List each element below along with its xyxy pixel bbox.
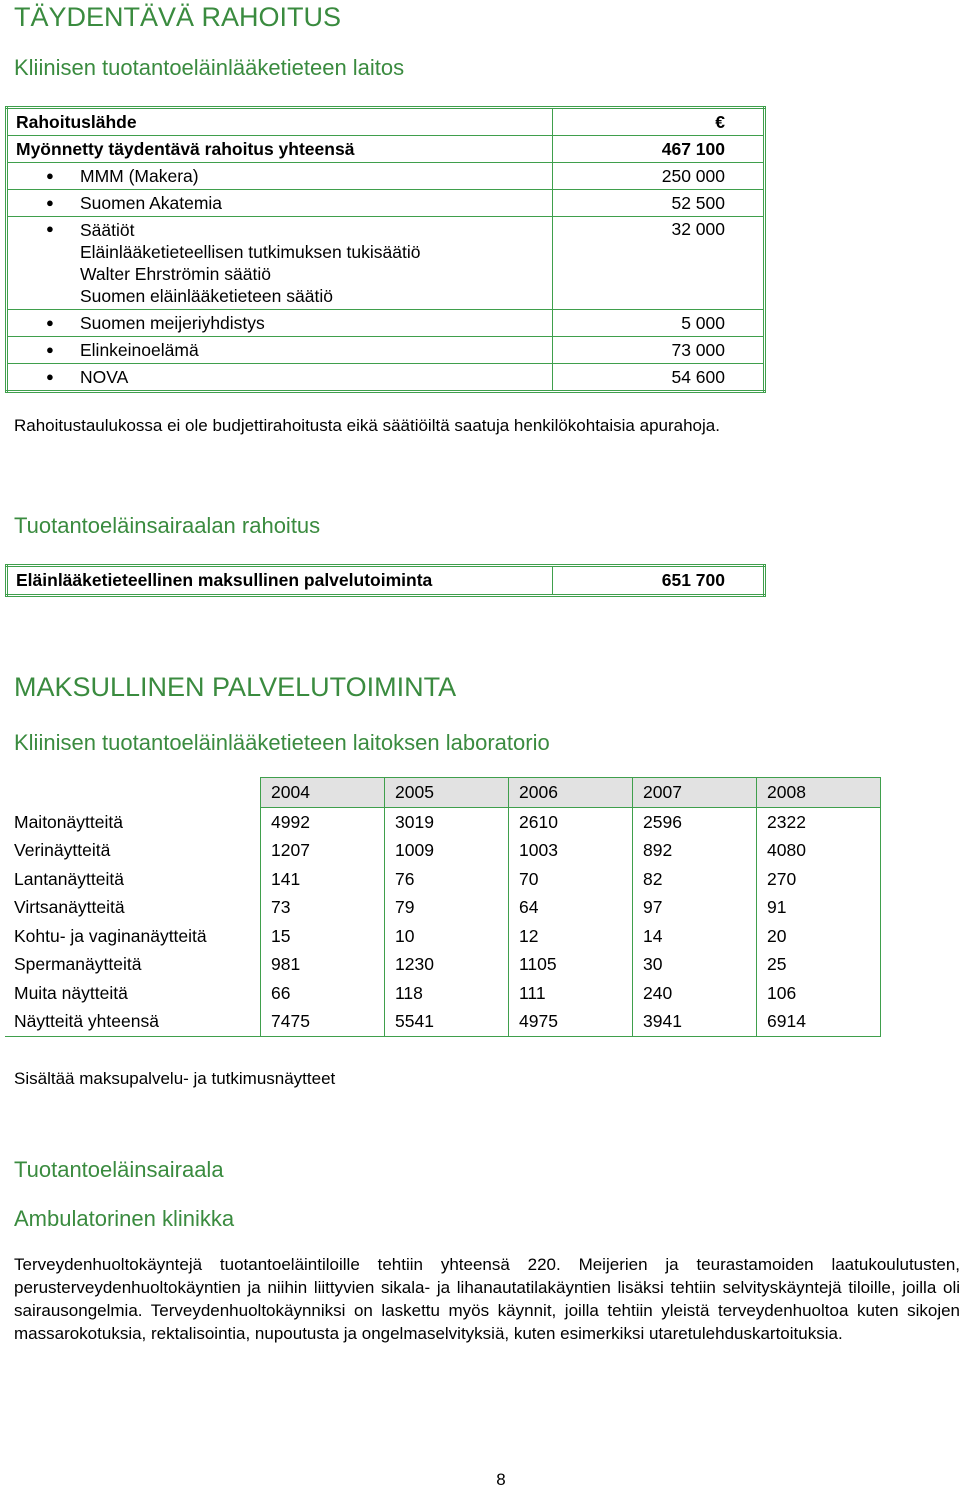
- row-label: Muita näytteitä: [5, 979, 261, 1008]
- table-cell: 30: [633, 951, 757, 980]
- section-heading-ambulatory: Ambulatorinen klinikka: [14, 1206, 235, 1231]
- bullet-icon: ●: [46, 368, 54, 384]
- funding-item-label: NOVA: [80, 366, 129, 387]
- table-cell: 1207: [261, 837, 385, 866]
- table-cell: 2322: [757, 808, 881, 837]
- table-cell: 25: [757, 951, 881, 980]
- funding-sub-item: Eläinlääketieteellisen tutkimuksen tukisäätiö: [80, 242, 421, 262]
- funding-table: [5, 106, 766, 393]
- page-number: 8: [496, 1470, 506, 1489]
- row-label: Kohtu- ja vaginanäytteitä: [5, 922, 261, 951]
- table-cell: 97: [633, 894, 757, 923]
- table-cell: 1003: [509, 837, 633, 866]
- table-row: [5, 808, 881, 837]
- funding-item-row: [7, 310, 765, 337]
- row-label: Spermanäytteitä: [5, 951, 261, 980]
- year-header: 2004: [261, 778, 385, 808]
- table-cell: 10: [385, 922, 509, 951]
- row-label: Verinäytteitä: [5, 837, 261, 866]
- table-row: [5, 979, 881, 1008]
- table-cell: 15: [261, 922, 385, 951]
- table-row: [5, 951, 881, 980]
- table-cell: 3019: [385, 808, 509, 837]
- bullet-icon: ●: [46, 194, 54, 210]
- funding-item-value: 5 000: [553, 310, 765, 337]
- table-row: [5, 837, 881, 866]
- table-cell: 66: [261, 979, 385, 1008]
- bullet-icon: ●: [46, 167, 54, 183]
- table-cell: 12: [509, 922, 633, 951]
- year-header: 2006: [509, 778, 633, 808]
- table-cell: 5541: [385, 1008, 509, 1037]
- funding-note: Rahoitustaulukossa ei ole budjettirahoitusta eikä säätiöiltä saatuja henkilökohtaisia apurahoja.: [14, 416, 720, 435]
- table-cell: 2610: [509, 808, 633, 837]
- table-cell: 4975: [509, 1008, 633, 1037]
- funding-item-row: [7, 190, 765, 217]
- table-cell: 6914: [757, 1008, 881, 1037]
- funding-item-row: [7, 217, 765, 310]
- bullet-icon: ●: [46, 341, 54, 357]
- table-cell: 76: [385, 865, 509, 894]
- funding-item-label: Säätiöt: [80, 220, 135, 240]
- funding-item-label: Suomen meijeriyhdistys: [80, 312, 265, 333]
- table-cell: 73: [261, 894, 385, 923]
- table-cell: 892: [633, 837, 757, 866]
- row-label: Maitonäytteitä: [5, 808, 261, 837]
- table-cell: 106: [757, 979, 881, 1008]
- section-heading-lab: Kliinisen tuotantoeläinlääketieteen laitoksen laboratorio: [14, 730, 550, 755]
- section-heading-hospital-funding: Tuotantoeläinsairaalan rahoitus: [14, 513, 321, 538]
- table-cell: 70: [509, 865, 633, 894]
- table-cell: 20: [757, 922, 881, 951]
- samples-note: Sisältää maksupalvelu- ja tutkimusnäytteet: [14, 1069, 336, 1088]
- table-cell: 1105: [509, 951, 633, 980]
- table-cell: 3941: [633, 1008, 757, 1037]
- table-cell: 270: [757, 865, 881, 894]
- funding-sub-item: Suomen eläinlääketieteen säätiö: [80, 286, 333, 306]
- table-cell: 4080: [757, 837, 881, 866]
- bullet-icon: ●: [46, 314, 54, 330]
- bullet-icon: ●: [46, 221, 54, 236]
- funding-item-value: 32 000: [553, 217, 765, 310]
- table-cell: 1230: [385, 951, 509, 980]
- funding-item-value: 52 500: [553, 190, 765, 217]
- table-cell: 64: [509, 894, 633, 923]
- table-cell: 240: [633, 979, 757, 1008]
- section-heading-clinic-dept: Kliinisen tuotantoeläinlääketieteen laitos: [14, 55, 405, 80]
- funding-sub-item: Walter Ehrströmin säätiö: [80, 264, 271, 284]
- table-cell: 79: [385, 894, 509, 923]
- section-heading-hospital: Tuotantoeläinsairaala: [14, 1157, 224, 1182]
- funding-total-label: Myönnetty täydentävä rahoitus yhteensä: [7, 136, 553, 163]
- funding-item-row: [7, 364, 765, 392]
- table-cell: 14: [633, 922, 757, 951]
- currency-label: €: [553, 108, 765, 136]
- table-cell: 7475: [261, 1008, 385, 1037]
- page-title: TÄYDENTÄVÄ RAHOITUS: [14, 2, 342, 32]
- table-row: [5, 894, 881, 923]
- funding-item-value: 250 000: [553, 163, 765, 190]
- samples-table: [5, 777, 881, 1037]
- table-row: [5, 865, 881, 894]
- table-cell: 4992: [261, 808, 385, 837]
- service-funding-label: Eläinlääketieteellinen maksullinen palvelutoiminta: [7, 566, 553, 596]
- funding-item-row: [7, 337, 765, 364]
- funding-header-row: [7, 108, 765, 136]
- funding-item-label: MMM (Makera): [80, 165, 199, 186]
- table-cell: 141: [261, 865, 385, 894]
- row-label: Virtsanäytteitä: [5, 894, 261, 923]
- funding-item-label: Elinkeinoelämä: [80, 339, 199, 360]
- year-header: 2008: [757, 778, 881, 808]
- year-header: 2007: [633, 778, 757, 808]
- row-label: Näytteitä yhteensä: [5, 1008, 261, 1037]
- funding-total-value: 467 100: [553, 136, 765, 163]
- funding-item-value: 54 600: [553, 364, 765, 392]
- table-cell: 2596: [633, 808, 757, 837]
- funding-item-value: 73 000: [553, 337, 765, 364]
- table-row: [5, 1008, 881, 1037]
- service-funding-value: 651 700: [553, 566, 765, 596]
- section-title-paid-services: MAKSULLINEN PALVELUTOIMINTA: [14, 672, 457, 702]
- ambulatory-paragraph: Terveydenhuoltokäyntejä tuotantoeläintiloille tehtiin yhteensä 220. Meijerien ja teurastamoiden laatukoulutusten, perusterveydenhuoltokäyntien ja niihin liittyvien sikala- ja lihanautatilakäyntien lisäksi tehtiin selvityskäyntejä tiloille, joilla oli sairausongelmia. Terveydenhuoltokäynniksi on laskettu myös käynnit, joilla tehtiin yleistä terveydenhuoltoa kuten sikojen massarokotuksia, rektalisointia, nupoutusta ja ongelmaselvityksiä, kuten esimerkiksi utaretulehduskartoituksia.: [14, 1255, 960, 1343]
- service-funding-table: [5, 564, 766, 597]
- year-header: 2005: [385, 778, 509, 808]
- table-cell: 981: [261, 951, 385, 980]
- table-cell: 82: [633, 865, 757, 894]
- funding-item-label: Suomen Akatemia: [80, 192, 223, 213]
- row-label: Lantanäytteitä: [5, 865, 261, 894]
- funding-total-row: [7, 136, 765, 163]
- funding-header-label: Rahoituslähde: [7, 108, 553, 136]
- samples-header-row: [5, 778, 881, 808]
- samples-header-blank: [5, 778, 261, 808]
- service-funding-row: [7, 566, 765, 596]
- funding-item-row: [7, 163, 765, 190]
- table-row: [5, 922, 881, 951]
- table-cell: 111: [509, 979, 633, 1008]
- table-cell: 118: [385, 979, 509, 1008]
- table-cell: 91: [757, 894, 881, 923]
- table-cell: 1009: [385, 837, 509, 866]
